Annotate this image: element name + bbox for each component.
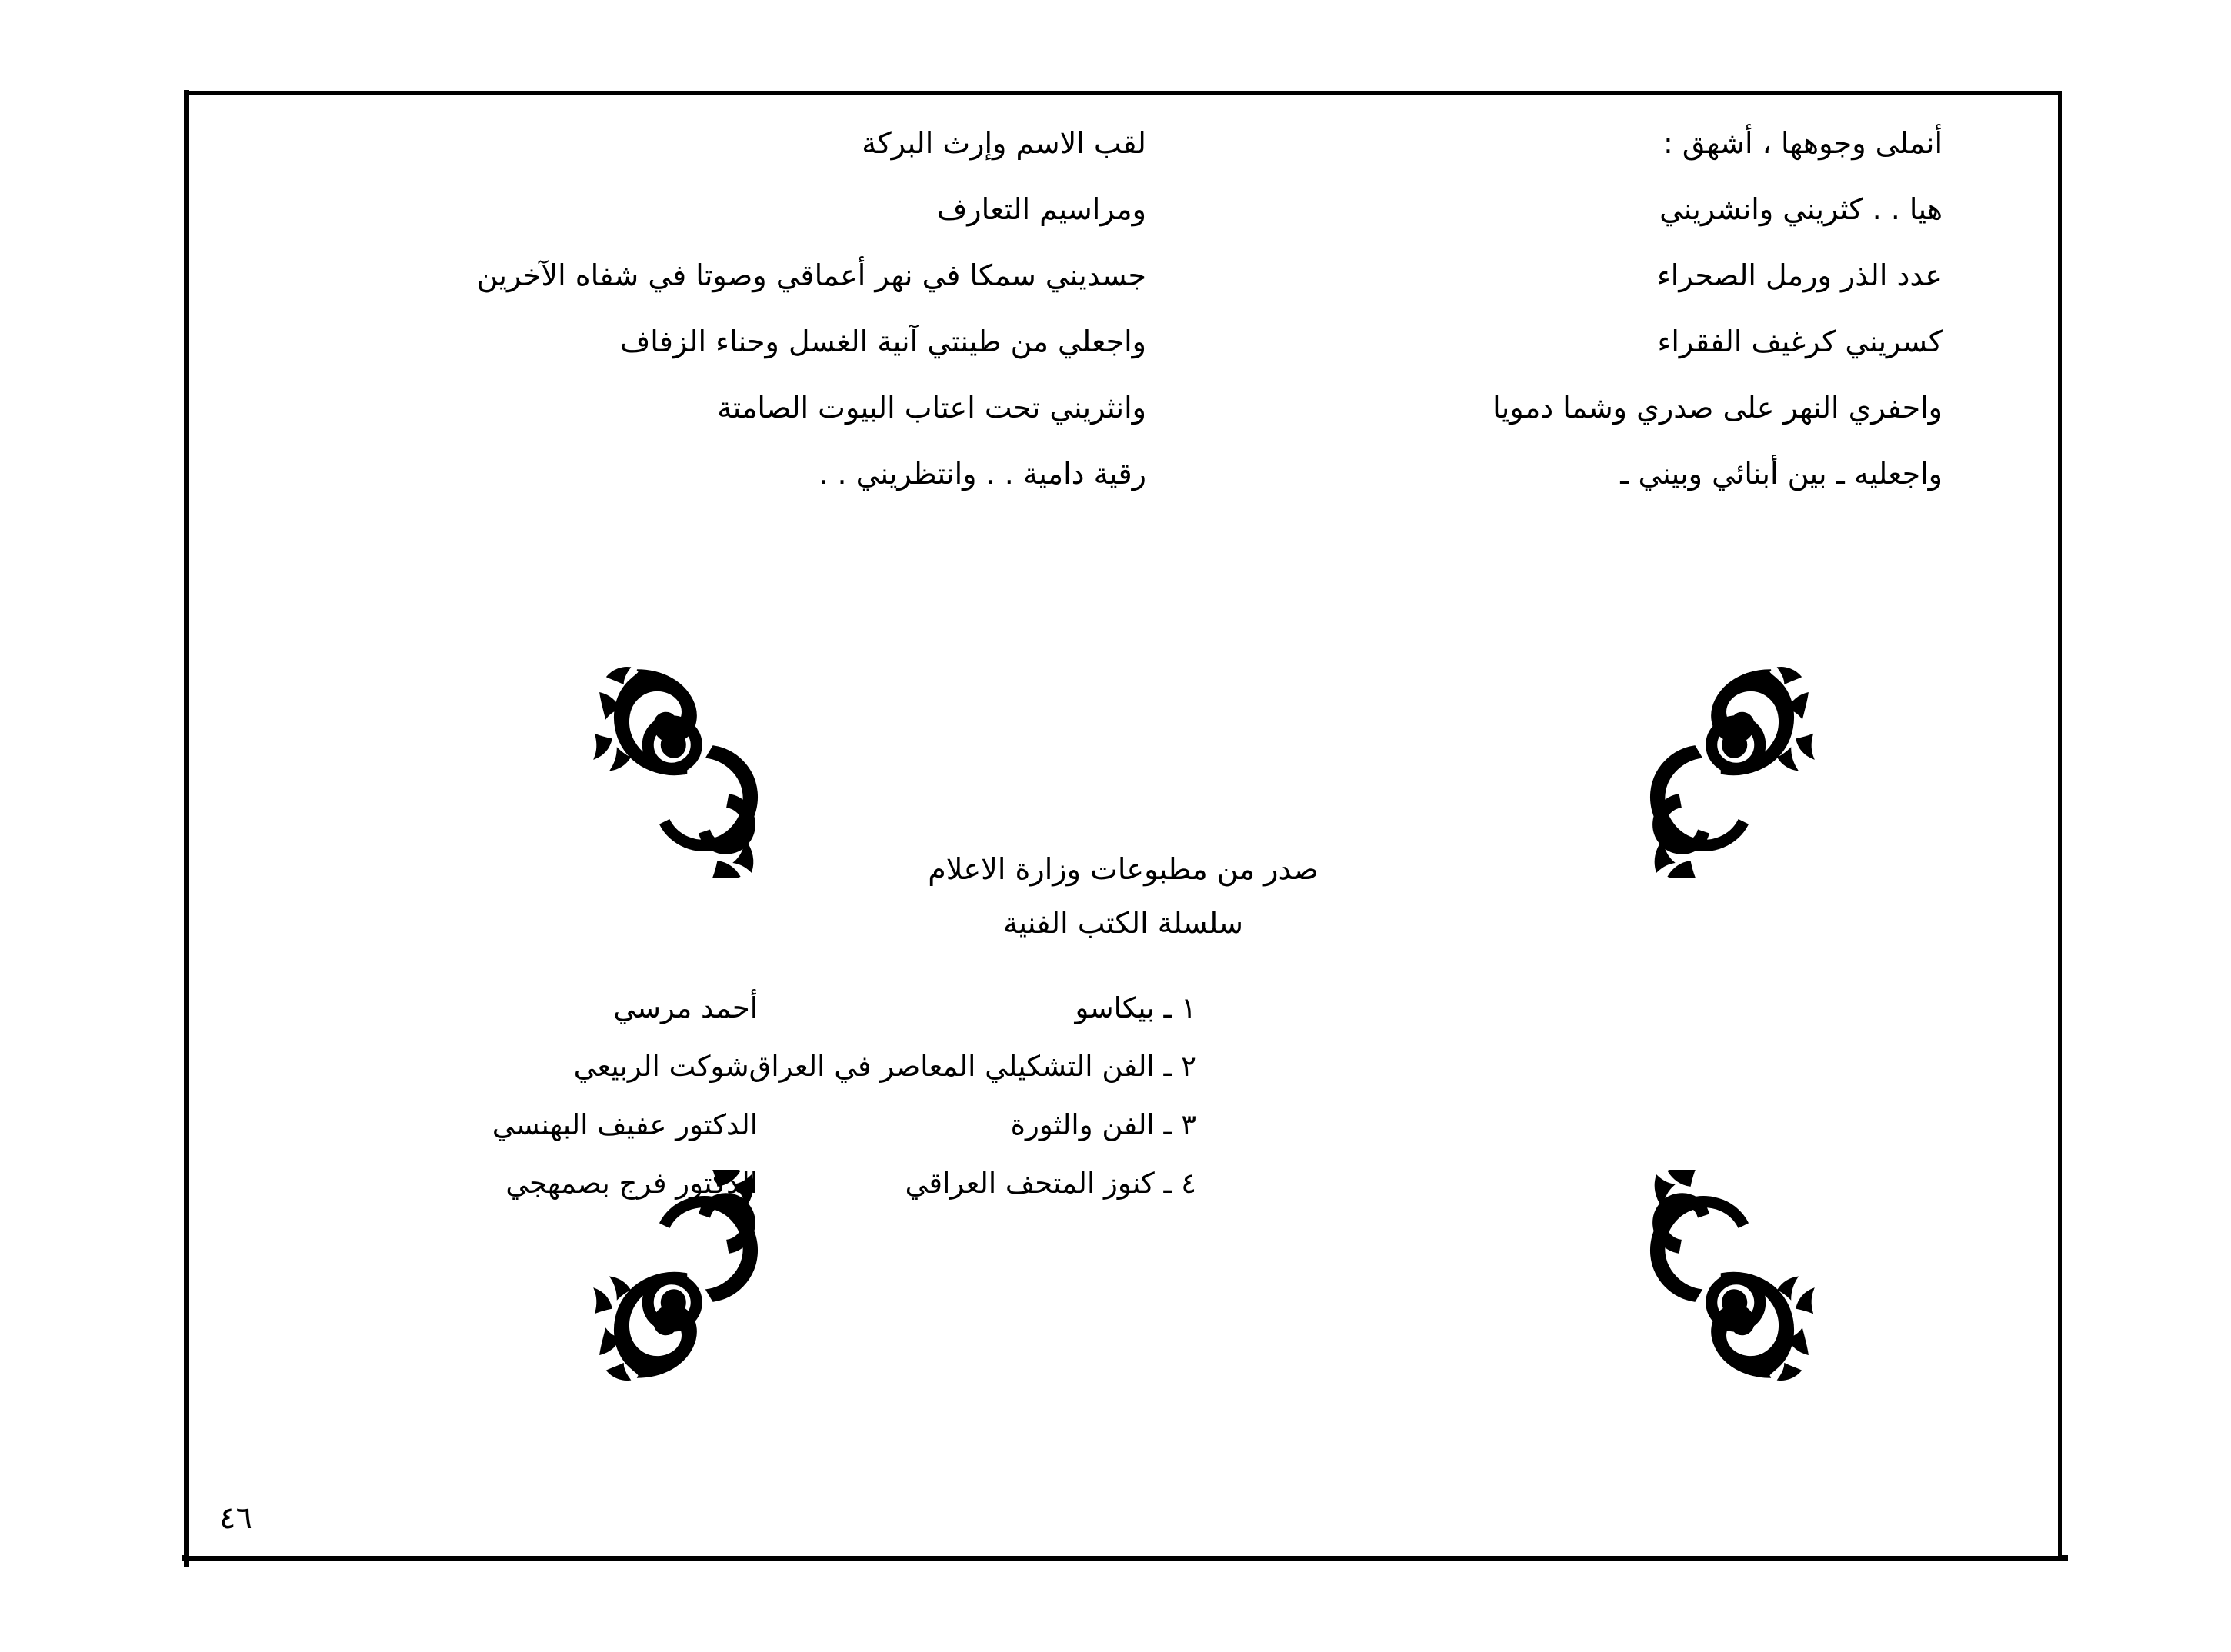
poem-column-left bbox=[476, 110, 1146, 507]
book-author: أحمد مرسي bbox=[613, 991, 758, 1024]
book-series-list bbox=[465, 979, 1250, 1213]
poem-line: واجعليه ـ بين أبنائي وبيني ـ bbox=[1620, 457, 1943, 491]
poem-column-right bbox=[1492, 110, 1943, 507]
poem-line: هيا . . كثريني وانشريني bbox=[1659, 192, 1943, 226]
page-frame bbox=[185, 91, 2062, 1560]
poem-line: كسريني كرغيف الفقراء bbox=[1657, 325, 1943, 358]
colophon-block bbox=[188, 852, 2058, 954]
poem-block bbox=[188, 110, 2058, 541]
page-number: ٤٦ bbox=[219, 1500, 252, 1536]
poem-line: واجعلي من طينتي آنية الغسل وحناء الزفاف bbox=[619, 325, 1146, 358]
colophon-publisher-line: صدر من مطبوعات وزارة الاعلام bbox=[928, 852, 1319, 886]
colophon-series-line: سلسلة الكتب الفنية bbox=[1003, 906, 1243, 940]
book-title: ١ ـ بيكاسو bbox=[1075, 991, 1196, 1024]
poem-line: ومراسيم التعارف bbox=[936, 192, 1146, 226]
poem-line: جسديني سمكا في نهر أعماقي وصوتا في شفاه الآخرين bbox=[476, 258, 1146, 292]
book-title: ٢ ـ الفن التشكيلي المعاصر في العراق bbox=[749, 1050, 1196, 1083]
corner-ornament-icon bbox=[1598, 647, 1829, 878]
list-item bbox=[465, 1096, 1250, 1154]
book-title: ٣ ـ الفن والثورة bbox=[1010, 1108, 1196, 1141]
book-author: شوكت الربيعي bbox=[573, 1050, 749, 1083]
corner-ornament-icon bbox=[579, 647, 810, 878]
poem-line: رقية دامية . . وانتظريني . . bbox=[819, 457, 1146, 491]
book-author: الدكتور فرج بصمهجي bbox=[505, 1167, 758, 1200]
book-title: ٤ ـ كنوز المتحف العراقي bbox=[905, 1167, 1196, 1200]
book-author: الدكتور عفيف البهنسي bbox=[492, 1108, 758, 1141]
corner-ornament-icon bbox=[1598, 1170, 1829, 1401]
list-item bbox=[465, 1154, 1250, 1213]
poem-line: لقب الاسم وإرث البركة bbox=[862, 126, 1146, 160]
poem-line: واحفري النهر على صدري وشما دمويا bbox=[1492, 391, 1943, 425]
poem-line: وانثريني تحت اعتاب البيوت الصامتة bbox=[717, 391, 1146, 425]
list-item bbox=[465, 979, 1250, 1037]
poem-line: أنملى وجوهها ، أشهق : bbox=[1663, 126, 1943, 160]
list-item bbox=[465, 1037, 1250, 1096]
poem-line: عدد الذر ورمل الصحراء bbox=[1656, 258, 1943, 292]
